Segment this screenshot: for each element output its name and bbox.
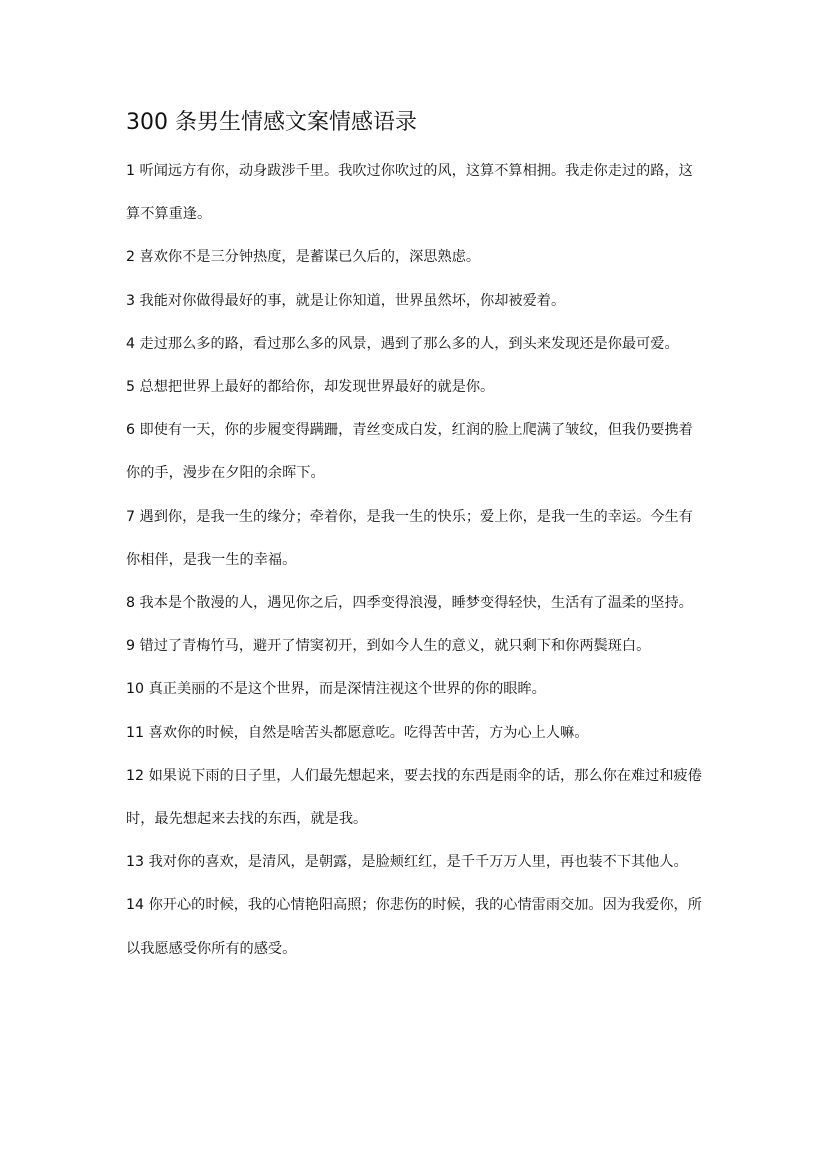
quote-item-13: 13 我对你的喜欢，是清风，是朝露，是脸颊红红，是千千万万人里，再也装不下其他人。 <box>126 854 688 871</box>
quote-item-3: 3 我能对你做得最好的事，就是让你知道，世界虽然坏，你却被爱着。 <box>126 292 566 309</box>
quote-item-9: 9 错过了青梅竹马，避开了情窦初开，到如今人生的意义，就只剩下和你两鬓斑白。 <box>126 638 651 655</box>
quote-item-1: 1 听闻远方有你，动身跋涉千里。我吹过你吹过的风，这算不算相拥。我走你走过的路，这算不算重逢。 <box>126 163 693 223</box>
quote-item-14: 14 你开心的时候，我的心情艳阳高照；你悲伤的时候，我的心情雷雨交加。因为我爱你，所以我愿感受你所有的感受。 <box>126 897 702 957</box>
quote-item-12: 12 如果说下雨的日子里，人们最先想起来，要去找的东西是雨伞的话，那么你在难过和疲倦时，最先想起来去找的东西，就是我。 <box>126 767 702 828</box>
quote-item-4: 4 走过那么多的路，看过那么多的风景，遇到了那么多的人，到头来发现还是你最可爱。 <box>126 335 679 352</box>
quote-item-10: 10 真正美丽的不是这个世界，而是深情注视这个世界的你的眼眸。 <box>126 681 546 698</box>
quote-item-7: 7 遇到你，是我一生的缘分；牵着你，是我一生的快乐；爱上你，是我一生的幸运。今生有你相伴，是我一生的幸福。 <box>126 508 693 568</box>
quote-item-5: 5 总想把世界上最好的都给你，却发现世界最好的就是你。 <box>126 379 495 396</box>
quote-item-2: 2 喜欢你不是三分钟热度，是蓄谋已久后的，深思熟虑。 <box>126 249 481 266</box>
page-title: 300 条男生情感文案情感语录 <box>126 110 417 135</box>
quote-item-8: 8 我本是个散漫的人，遇见你之后，四季变得浪漫，睡梦变得轻快，生活有了温柔的坚持。 <box>126 595 693 612</box>
quote-list <box>126 150 706 971</box>
quote-item-11: 11 喜欢你的时候，自然是啥苦头都愿意吃。吃得苦中苦，方为心上人嘛。 <box>126 724 589 741</box>
quote-item-6: 6 即使有一天，你的步履变得蹒跚，青丝变成白发，红润的脸上爬满了皱纹，但我仍要携着你的手，漫步在夕阳的余晖下。 <box>126 422 693 482</box>
